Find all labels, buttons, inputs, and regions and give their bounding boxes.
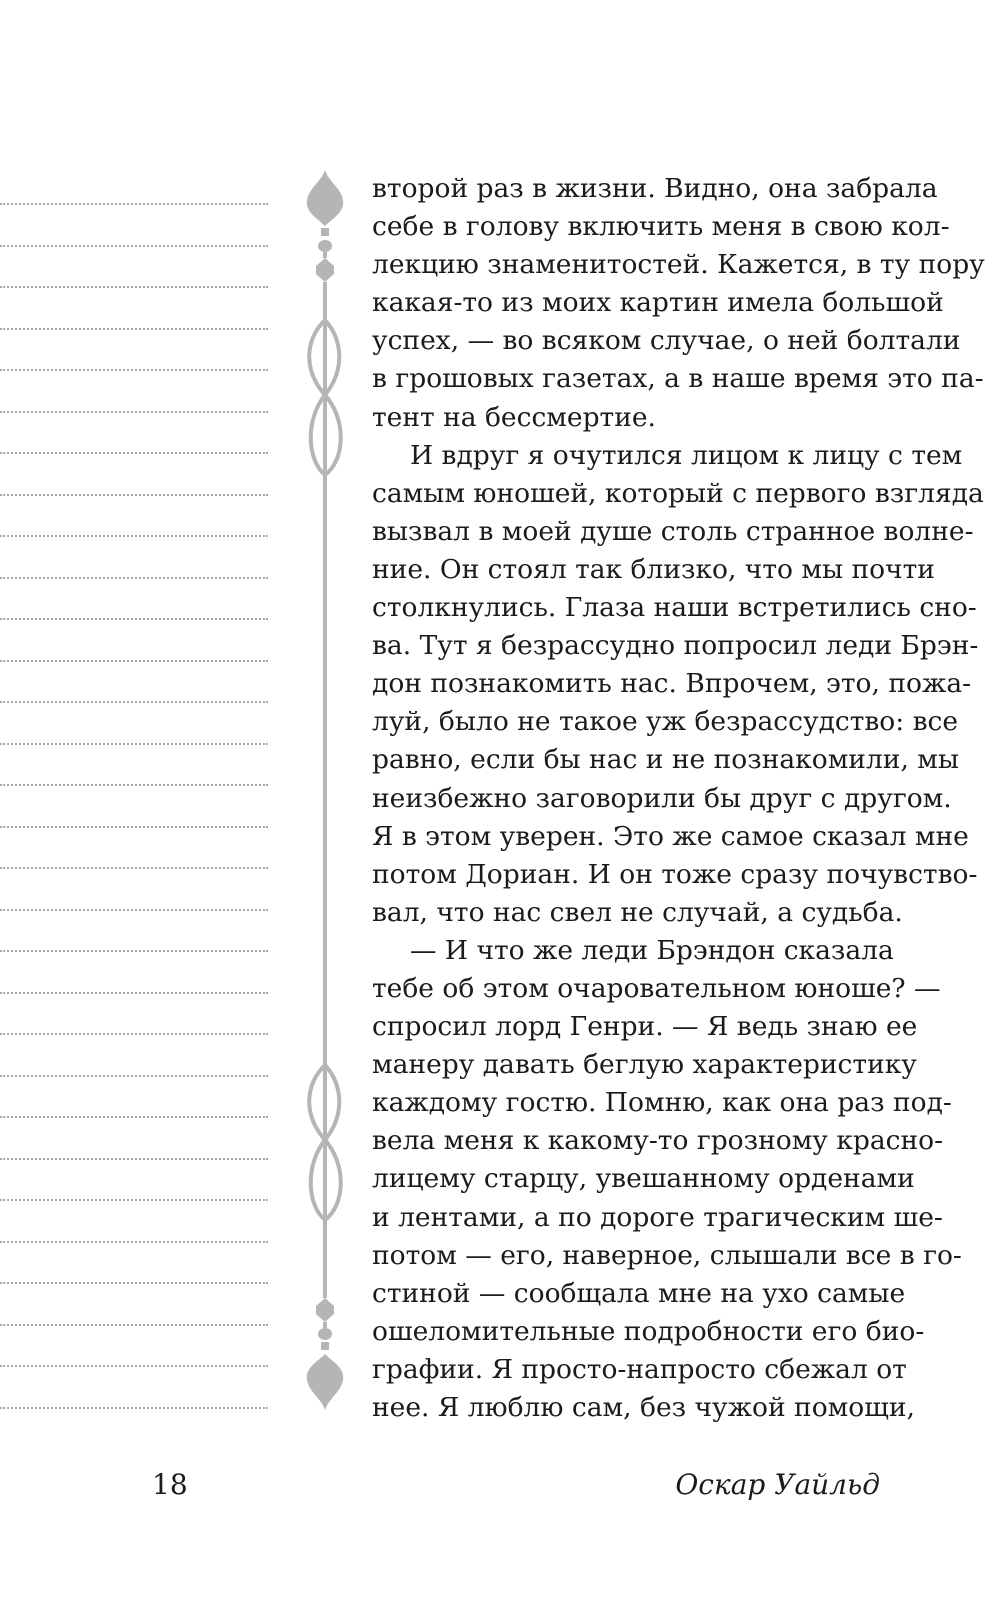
note-line <box>0 1407 268 1409</box>
note-line <box>0 867 268 869</box>
note-line <box>0 701 268 703</box>
text-line: успех, — во всяком случае, о ней болтали <box>372 325 961 357</box>
text-line: вал, что нас свел не случай, а судьба. <box>372 896 903 928</box>
note-line <box>0 1075 268 1077</box>
text-line: манеру давать беглую характеристику <box>372 1049 917 1081</box>
text-line: вела меня к какому-то грозному красно- <box>372 1125 944 1157</box>
note-line <box>0 494 268 496</box>
note-line <box>0 1158 268 1160</box>
note-line <box>0 245 268 247</box>
text-line: дон познакомить нас. Впрочем, это, пожа- <box>372 668 972 700</box>
text-line: — И что же леди Брэндон сказала <box>410 934 894 966</box>
note-line <box>0 1324 268 1326</box>
text-line: нее. Я люблю сам, без чужой помощи, <box>372 1392 915 1423</box>
text-line: вызвал в моей душе столь странное волне- <box>372 515 974 547</box>
text-line: какая-то из моих картин имела большой <box>372 287 944 319</box>
text-line: каждому гостю. Помню, как она раз под- <box>372 1087 952 1119</box>
note-line <box>0 203 268 205</box>
note-line <box>0 1365 268 1367</box>
note-line <box>0 452 268 454</box>
text-line: столкнулись. Глаза наши встретились сно- <box>372 592 977 624</box>
note-line <box>0 950 268 952</box>
text-line: лекцию знаменитостей. Кажется, в ту пору <box>372 249 985 281</box>
text-line: и лентами, а по дороге трагическим ше- <box>372 1201 943 1233</box>
text-line: тент на бессмертие. <box>372 401 656 433</box>
note-line <box>0 909 268 911</box>
note-line <box>0 577 268 579</box>
text-line: ние. Он стоял так близко, что мы почти <box>372 553 935 585</box>
note-line <box>0 743 268 745</box>
text-line: И вдруг я очутился лицом к лицу с тем <box>410 439 963 471</box>
body-text <box>372 170 985 1427</box>
text-line: второй раз в жизни. Видно, она забрала <box>372 173 938 204</box>
page-number: 18 <box>152 1468 188 1501</box>
text-line: луй, было не такое уж безрассудство: все <box>372 706 959 738</box>
note-line <box>0 660 268 662</box>
text-line: ва. Тут я безрассудно попросил леди Брэн- <box>372 630 979 662</box>
text-line: равно, если бы нас и не познакомили, мы <box>372 744 960 776</box>
text-line: потом — его, наверное, слышали все в го- <box>372 1239 962 1271</box>
note-line <box>0 369 268 371</box>
note-line <box>0 1282 268 1284</box>
note-line <box>0 1033 268 1035</box>
note-line <box>0 286 268 288</box>
note-line <box>0 618 268 620</box>
text-line: самым юношей, который с первого взгляда <box>372 477 984 509</box>
text-line: в грошовых газетах, а в наше время это па- <box>372 363 984 395</box>
text-line: спросил лорд Генри. — Я ведь знаю ее <box>372 1011 918 1043</box>
note-line <box>0 535 268 537</box>
note-line <box>0 1241 268 1243</box>
note-line <box>0 328 268 330</box>
text-line: лицему старцу, увешанному орденами <box>372 1163 915 1195</box>
text-line: ошеломительные подробности его био- <box>372 1315 925 1347</box>
note-line <box>0 784 268 786</box>
note-line <box>0 1116 268 1118</box>
text-line: потом Дориан. И он тоже сразу почувство- <box>372 858 978 890</box>
text-line: стиной — сообщала мне на ухо самые <box>372 1277 906 1309</box>
text-line: графии. Я просто-напросто сбежал от <box>372 1353 907 1385</box>
text-line: неизбежно заговорили бы друг с другом. <box>372 782 952 814</box>
text-line: тебе об этом очаровательном юноше? — <box>372 972 941 1004</box>
note-line <box>0 411 268 413</box>
text-line: Я в этом уверен. Это же самое сказал мне <box>372 820 969 852</box>
text-line: себе в голову включить меня в свою кол- <box>372 211 950 243</box>
decorative-ornament-icon <box>295 170 355 1410</box>
note-line <box>0 1199 268 1201</box>
note-line <box>0 826 268 828</box>
note-line <box>0 992 268 994</box>
notes-lines-area <box>0 0 270 1616</box>
running-footer-author: Оскар Уайльд <box>675 1468 880 1501</box>
